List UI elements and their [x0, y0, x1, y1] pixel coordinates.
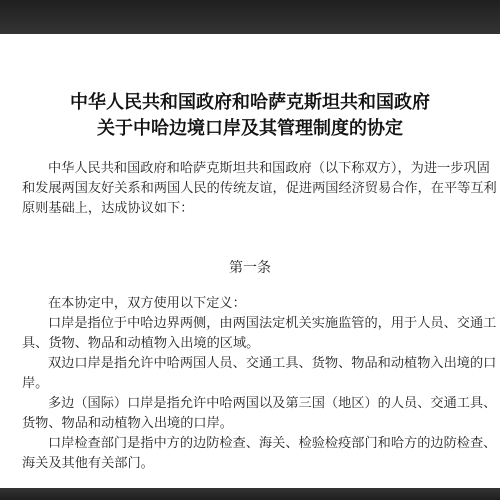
definition-line: 岸。 — [22, 376, 49, 391]
bottom-dark-band — [0, 488, 500, 500]
definitions-intro — [22, 294, 484, 314]
definition-bilateral-port — [22, 354, 497, 394]
preamble-line: 原则基础上，达成协议如下： — [22, 201, 194, 216]
definition-multilateral-port — [22, 394, 497, 434]
article-heading: 第一条 — [229, 260, 271, 276]
document-title-line2: 关于中哈边境口岸及其管理制度的协定 — [97, 118, 403, 139]
preamble-paragraph — [22, 159, 497, 219]
definition-line: 货物、物品和动植物入出境的口岸。 — [22, 416, 233, 431]
preamble-line: 和发展两国友好关系和两国人民的传统友谊，促进两国经济贸易合作，在平等互利 — [22, 181, 497, 196]
definition-inspection-departments — [22, 434, 497, 474]
definition-line: 口岸检查部门是指中方的边防检查、海关、检验检疫部门和哈方的边防检查、 — [48, 436, 497, 451]
definitions-intro-text: 在本协定中，双方使用以下定义： — [48, 296, 246, 311]
definition-line: 海关及其他有关部门。 — [22, 456, 154, 471]
definition-line: 多边（国际）口岸是指允许中哈两国以及第三国（地区）的人员、交通工具、 — [48, 396, 497, 411]
definition-line: 双边口岸是指允许中哈两国人员、交通工具、货物、物品和动植物入出境的口 — [48, 356, 497, 371]
definition-line: 具、货物、物品和动植物入出境的区域。 — [22, 336, 260, 351]
definition-line: 口岸是指位于中哈边界两侧，由两国法定机关实施监管的，用于人员、交通工 — [48, 316, 497, 331]
document-title-line1: 中华人民共和国政府和哈萨克斯坦共和国政府 — [70, 92, 430, 113]
definition-port — [22, 314, 497, 354]
top-dark-band — [0, 0, 500, 34]
preamble-line: 中华人民共和国政府和哈萨克斯坦共和国政府（以下称双方），为进一步巩固 — [48, 161, 490, 176]
